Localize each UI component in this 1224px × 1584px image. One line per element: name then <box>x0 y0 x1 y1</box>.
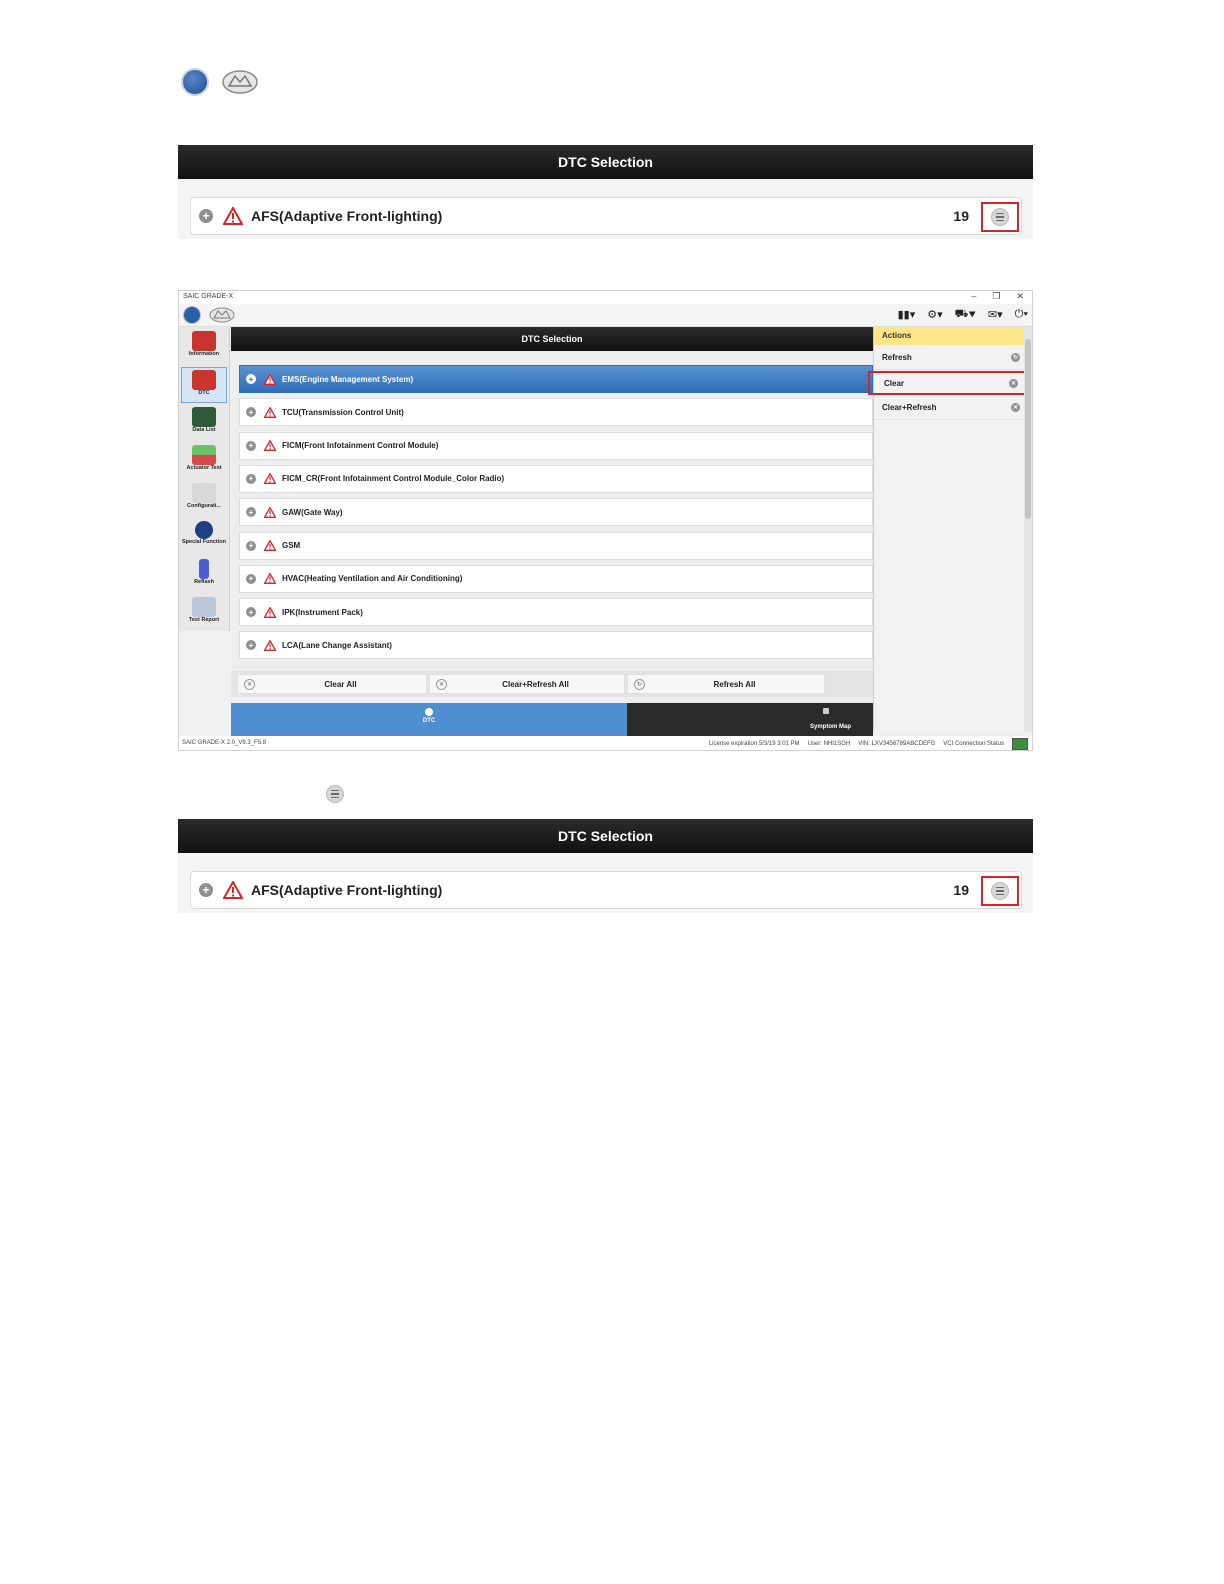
saic-logo <box>181 68 209 96</box>
module-menu-button[interactable] <box>981 202 1019 232</box>
module-label: HVAC(Heating Ventilation and Air Conditioning) <box>282 574 463 584</box>
clear-all-button[interactable] <box>237 674 427 694</box>
actions-title: Actions <box>874 327 1026 345</box>
module-row[interactable] <box>239 432 873 460</box>
mg-logo-small <box>209 307 235 323</box>
refresh-icon: ↻ <box>1012 354 1019 361</box>
tab-label: DTC <box>422 718 436 724</box>
sidebar-item-reflash[interactable] <box>181 557 227 593</box>
action-label: Clear <box>884 378 905 388</box>
module-label: FICM(Front Infotainment Control Module) <box>282 441 439 451</box>
module-label: GAW(Gate Way) <box>282 507 343 517</box>
sidebar-item-actuator-test[interactable] <box>181 443 227 479</box>
lock-icon <box>195 521 213 539</box>
clear-icon: ✕ <box>1012 404 1019 411</box>
module-label: FICM_CR(Front Infotainment Control Module_Color Radio) <box>282 474 505 484</box>
dtc-tab-icon <box>425 708 433 716</box>
tab-label: Symptom Map <box>809 724 851 730</box>
button-label: Clear+Refresh All <box>502 679 569 689</box>
warning-icon <box>264 473 276 484</box>
action-label: Clear+Refresh <box>882 402 937 412</box>
clear-refresh-all-button[interactable] <box>429 674 625 694</box>
module-row-afs[interactable] <box>190 871 1022 909</box>
sidebar-label: DTC <box>198 390 210 396</box>
dtc-selection-banner-top <box>178 145 1033 239</box>
module-row[interactable] <box>239 598 873 626</box>
restore-icon[interactable]: ❐ <box>992 291 1001 301</box>
module-row[interactable] <box>239 498 873 526</box>
menu-icon <box>991 208 1009 226</box>
clear-icon: ✕ <box>436 679 447 690</box>
module-label: LCA(Lane Change Assistant) <box>282 640 392 650</box>
tab-dtc[interactable] <box>231 703 627 736</box>
expand-plus-icon[interactable]: + <box>199 883 213 897</box>
module-row[interactable] <box>239 532 873 560</box>
module-name: AFS(Adaptive Front-lighting) <box>251 208 443 224</box>
status-bar <box>179 736 1032 751</box>
dtc-selection-banner-bottom <box>178 819 1033 913</box>
car-info-icon <box>192 331 216 351</box>
mg-logo <box>221 68 259 96</box>
clear-icon: ✕ <box>244 679 255 690</box>
module-row-afs[interactable] <box>190 197 1022 235</box>
sidebar-label: Special Function <box>181 539 226 545</box>
vci-status-text: VCI Connection Status <box>943 741 1004 747</box>
expand-plus-icon[interactable]: + <box>246 441 256 451</box>
module-name: AFS(Adaptive Front-lighting) <box>251 882 443 898</box>
user-text: User: NHI1SGH <box>807 741 851 747</box>
panel-title: DTC Selection <box>231 327 873 351</box>
version-text: SAIC GRADE-X 2.0_V9.3_F5.8 <box>182 740 267 746</box>
warning-icon <box>264 507 276 518</box>
module-row[interactable] <box>239 398 873 426</box>
sidebar-item-data-list[interactable] <box>181 405 227 441</box>
module-label: GSM <box>282 541 301 550</box>
action-clear[interactable] <box>868 371 1026 395</box>
button-label: Refresh All <box>713 679 756 689</box>
tab-symptom-map[interactable] <box>627 703 873 736</box>
vehicle-icon[interactable]: ⛟▾ <box>954 308 976 320</box>
action-clear-refresh[interactable] <box>874 395 1026 420</box>
gear-icon[interactable]: ⚙▾ <box>927 309 943 321</box>
test-report-icon <box>192 597 216 617</box>
vci-device-icon[interactable]: ▮▮▾ <box>897 309 916 321</box>
actions-panel <box>873 327 1026 732</box>
refresh-all-button[interactable] <box>627 674 825 694</box>
warning-icon <box>223 207 243 225</box>
vci-status-icon <box>1012 738 1028 750</box>
action-refresh[interactable] <box>874 345 1026 370</box>
module-row[interactable] <box>239 631 873 659</box>
warning-icon <box>264 607 276 618</box>
car-dtc-icon <box>192 370 216 390</box>
banner-title: DTC Selection <box>178 145 1033 179</box>
module-label: EMS(Engine Management System) <box>282 374 414 384</box>
close-icon[interactable]: ✕ <box>1016 291 1024 301</box>
sidebar-label: Data List <box>192 427 216 433</box>
module-menu-button[interactable] <box>981 876 1019 906</box>
warning-icon <box>264 573 276 584</box>
expand-plus-icon[interactable]: + <box>246 474 256 484</box>
symptom-map-icon <box>823 708 829 714</box>
sidebar-item-configuration[interactable] <box>181 481 227 517</box>
configuration-icon <box>192 483 216 503</box>
expand-plus-icon[interactable]: + <box>246 607 256 617</box>
sidebar-label: Actuator Test <box>186 465 222 471</box>
refresh-icon: ↻ <box>634 679 645 690</box>
module-row[interactable] <box>239 465 873 493</box>
expand-plus-icon[interactable]: + <box>246 507 256 517</box>
page-logos <box>181 68 259 96</box>
warning-icon <box>264 407 276 418</box>
title-bar <box>179 291 1032 304</box>
exit-icon[interactable]: ⏻▾ <box>1014 308 1028 320</box>
action-label: Refresh <box>882 352 912 362</box>
module-label: IPK(Instrument Pack) <box>282 607 363 617</box>
minimize-icon[interactable]: – <box>971 291 977 301</box>
expand-plus-icon[interactable]: + <box>199 209 213 223</box>
warning-icon <box>264 374 276 385</box>
module-row[interactable] <box>239 565 873 593</box>
button-label: Clear All <box>324 679 357 689</box>
module-row[interactable] <box>239 365 873 393</box>
menu-icon <box>326 785 344 803</box>
expand-plus-icon[interactable]: + <box>246 407 256 417</box>
sidebar-label: Information <box>188 351 220 357</box>
reflash-icon <box>199 559 209 579</box>
saic-logo-small <box>183 306 201 324</box>
module-label: TCU(Transmission Control Unit) <box>282 407 404 417</box>
bottom-action-bar <box>231 671 873 697</box>
bottom-tabs <box>231 703 873 736</box>
license-text: License expiration 5/3/19 3:01 PM <box>708 741 800 747</box>
sidebar-label: Test Report <box>188 617 220 623</box>
sidebar-item-dtc[interactable] <box>181 367 227 403</box>
sidebar <box>179 327 230 631</box>
sidebar-label: Reflash <box>194 579 214 585</box>
window-title: SAIC GRADE-X <box>183 293 234 300</box>
sidebar-label: Configurati... <box>187 503 221 509</box>
scrollbar-thumb[interactable] <box>1025 339 1031 519</box>
warning-icon <box>264 640 276 651</box>
menu-icon <box>991 882 1009 900</box>
actuator-toggle-icon <box>192 445 216 465</box>
expand-plus-icon[interactable]: + <box>246 574 256 584</box>
feedback-icon[interactable]: ✉▾ <box>987 309 1003 321</box>
clear-icon: ✕ <box>1010 380 1017 387</box>
expand-plus-icon[interactable]: + <box>246 541 256 551</box>
expand-plus-icon[interactable]: + <box>246 374 256 384</box>
expand-plus-icon[interactable]: + <box>246 640 256 650</box>
app-toolbar <box>179 304 1032 327</box>
sidebar-item-information[interactable] <box>181 329 227 365</box>
warning-icon <box>264 440 276 451</box>
banner-title: DTC Selection <box>178 819 1033 853</box>
warning-icon <box>223 881 243 899</box>
scrollbar[interactable] <box>1024 327 1032 732</box>
data-list-icon <box>192 407 216 427</box>
warning-icon <box>264 540 276 551</box>
app-window <box>178 290 1033 751</box>
vin-text: VIN: LXV3456789ABCDEFG <box>858 741 936 747</box>
sidebar-item-special-function[interactable] <box>181 519 227 555</box>
sidebar-item-test-report[interactable] <box>181 595 227 631</box>
dtc-selection-panel <box>231 327 873 732</box>
dtc-count: 19 <box>953 208 969 224</box>
dtc-count: 19 <box>953 882 969 898</box>
